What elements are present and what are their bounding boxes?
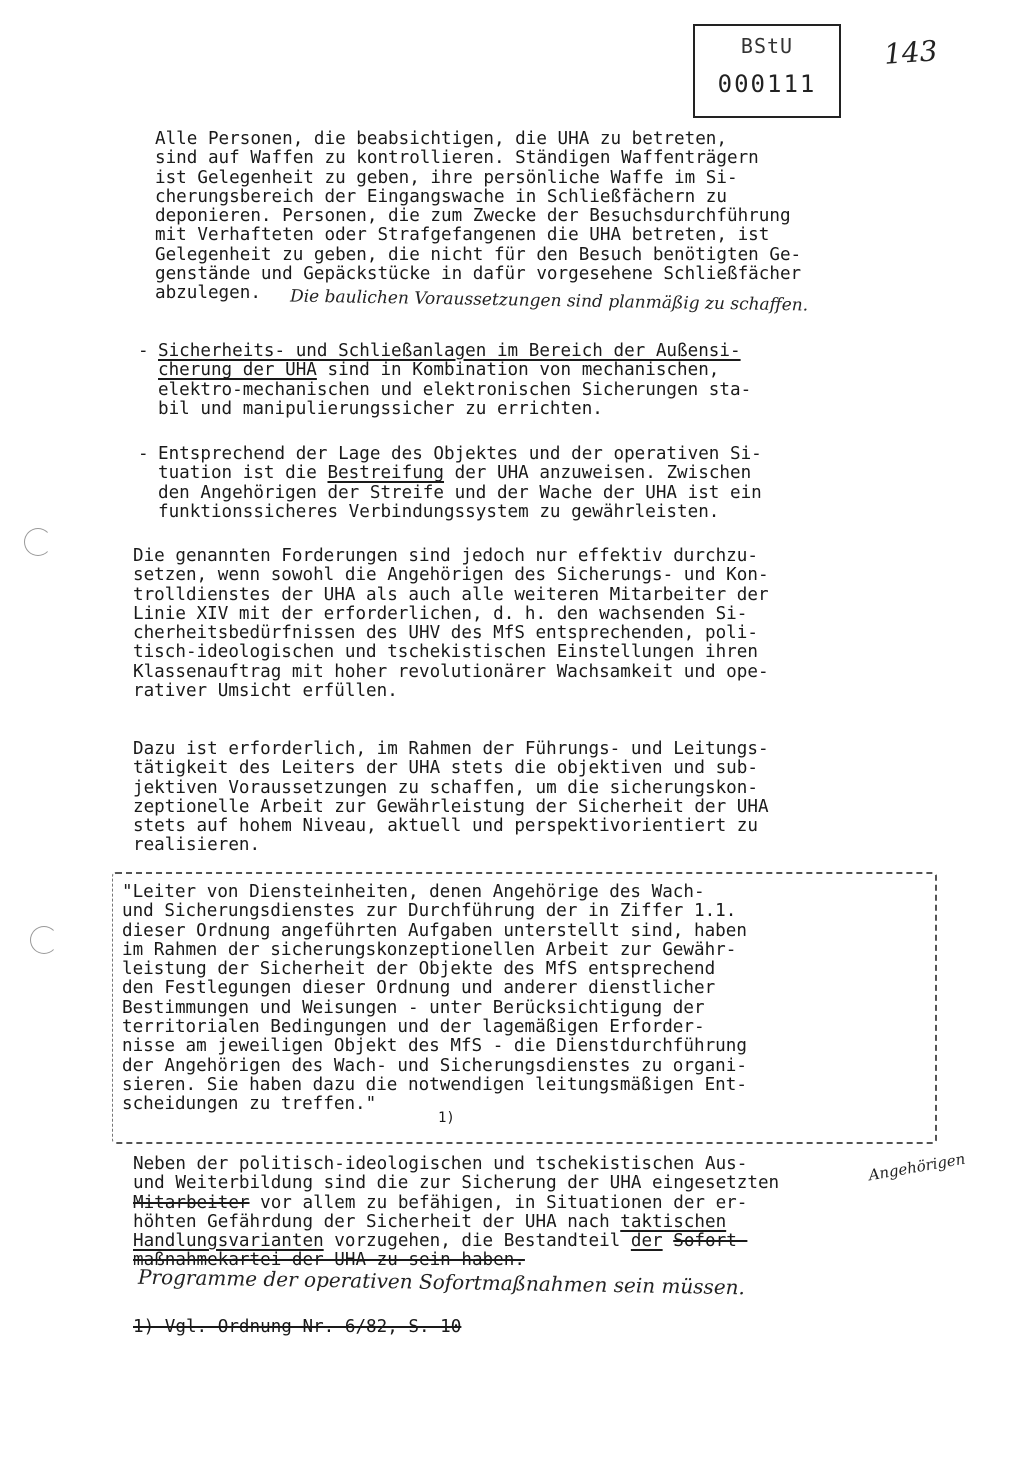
struck-text: Mitarbeiter (133, 1192, 250, 1213)
handwritten-annotation-programs: Programme der operativen Sofortmaßnahmen sein müssen. (137, 1264, 746, 1300)
punch-hole-mark (30, 926, 58, 954)
struck-text: Sofort- (673, 1231, 748, 1252)
footnote-reference-mark: 1) (438, 1110, 455, 1126)
punch-hole-mark (24, 528, 52, 556)
paragraph-management: Dazu ist erforderlich, im Rahmen der Führungs- und Leitungs- tätigkeit des Leiters der UHA stets die objektiven und sub- jektiven Voraussetzungen zu schaffen, um die sicherungskon- zeptionelle Arbeit zur Gewährleistung der Sicherheit der UHA stets auf hohem Niveau, aktuell und perspektivorientiert zu realisieren. (133, 739, 769, 856)
page-number: 143 (882, 34, 939, 71)
bullet-dash: - (138, 444, 149, 464)
underlined-text: Sicherheits- und Schließanlagen im Bereich der Außensi- (158, 341, 741, 361)
handwritten-annotation-margin: Angehörigen (867, 1149, 967, 1185)
bullet-security-locking: Sicherheits- und Schließanlagen im Bereich der Außensi- cherung der UHA sind in Kombination von mechanischen, elektro-mechanischen und elektronischen Sicherungen sta- bil und manipulierungssicher zu errichten. (158, 341, 752, 419)
bullet-dash: - (138, 341, 149, 361)
quotation-text: "Leiter von Diensteinheiten, denen Angehörige des Wach- und Sicherungsdienstes zur Durchführung der in Ziffer 1.1. dieser Ordnung angeführten Aufgaben unterstellt sind, haben im Rahmen der sicherungskonzeptionellen Arbeit zur Gewähr- leistung der Sicherheit der Objekte des MfS entsprechend den Festlegungen dieser Ordnung und anderer dienstlicher Bestimmungen und Weisungen - unter Berücksichtigung der territorialen Bedingungen und der lagemäßigen Erforder- nisse am jeweiligen Objekt des MfS - die Dienstdurchführung der Angehörigen des Wach- und Sicherungsdienstes zu organi- sieren. Sie haben dazu die notwendigen leitungsmäßigen Ent- scheidungen zu treffen." (122, 882, 747, 1115)
paragraph-visitor-control: Alle Personen, die beabsichtigen, die UHA zu betreten, sind auf Waffen zu kontrollieren. Ständigen Waffenträgern ist Gelegenheit zu geben, ihre persönliche Waffe im Si- cherungsbereich der Eingangswache in Schließfächern zu deponieren. Personen, die zum Zwecke der Besuchsdurchführung mit Verhafteten oder Strafgefangenen die UHA betreten, ist Gelegenheit zu geben, die nicht für den Besuch benötigten Ge- genstände und Gepäckstücke in dafür vorgesehene Schließfächer abzulegen. (155, 129, 802, 304)
stamp-agency: BStU (740, 34, 794, 58)
footnote: 1) Vgl. Ordnung Nr. 6/82, S. 10 (133, 1317, 462, 1337)
underlined-text: cherung der UHA (158, 360, 317, 381)
underlined-text: Handlungsvarianten (133, 1231, 324, 1252)
archive-stamp (693, 24, 841, 118)
struck-text: maßnahmekartei der UHA zu sein haben. (133, 1250, 525, 1271)
underlined-text: Bestreifung (327, 463, 445, 484)
handwritten-annotation-building: Die baulichen Voraussetzungen sind planmäßig zu schaffen. (289, 286, 809, 316)
underlined-text: taktischen (620, 1211, 727, 1232)
stamp-number: 000111 (717, 70, 817, 98)
underlined-text: der (630, 1231, 663, 1252)
paragraph-requirements: Die genannten Forderungen sind jedoch nur effektiv durchzu- setzen, wenn sowohl die Angehörigen des Sicherungs- und Kon- trolldienstes der UHA als auch alle weiteren Mitarbeiter der Linie XIV mit der erforderlichen, d. h. den wachsenden Si- cherheitsbedürfnissen des UHV des MfS entsprechenden, poli- tisch-ideologischen und tschekistischen Einstellungen ihren Klassenauftrag mit hoher revolutionärer Wachsamkeit und ope- rativer Umsicht erfüllen. (133, 546, 769, 702)
bullet-patrol: Entsprechend der Lage des Objektes und der operativen Si- tuation ist die Bestreifung der UHA anzuweisen. Zwischen den Angehörigen der Streife und der Wache der UHA ist ein funktionssicheres Verbindungssystem zu gewährleisten. (158, 444, 762, 522)
paragraph-training: Neben der politisch-ideologischen und tschekistischen Aus- und Weiterbildung sind die zur Sicherung der UHA eingesetzten Mitarbeiter vor allem zu befähigen, in Situationen der er- höhten Gefährdung der Sicherheit der UHA nach taktischen Handlungsvarianten vorzugehen, die Bestandteil der Sofort- maßnahmekartei der UHA zu sein haben. (133, 1154, 780, 1271)
